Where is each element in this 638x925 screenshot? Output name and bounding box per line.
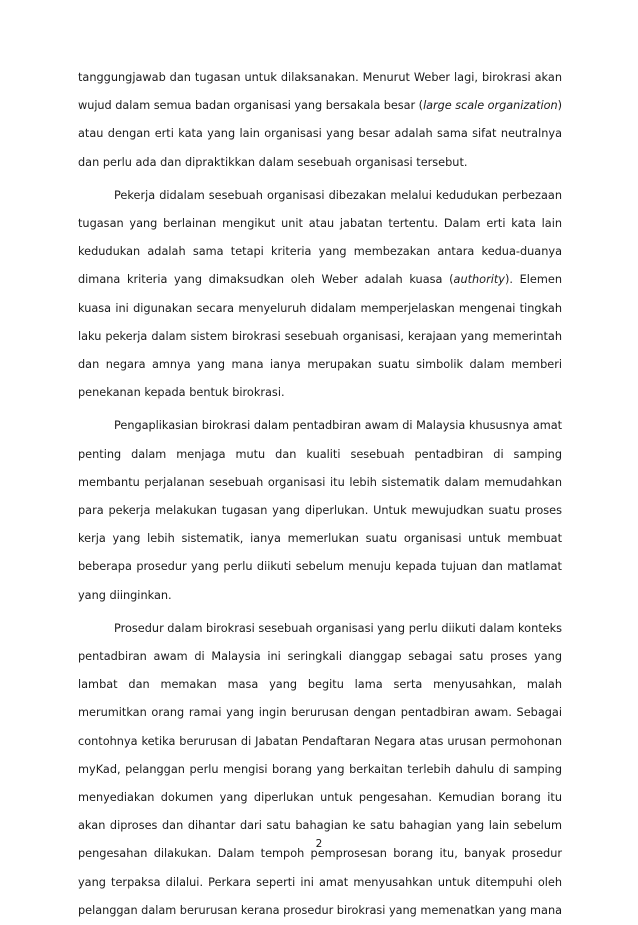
italic-term: authority	[453, 273, 505, 287]
text-line	[78, 295, 562, 323]
paragraph	[78, 64, 562, 177]
text-line	[78, 756, 562, 784]
text-line	[78, 525, 562, 553]
text-line	[78, 238, 562, 266]
text-line	[78, 812, 562, 840]
text-line	[78, 64, 562, 92]
body-text	[78, 64, 562, 925]
text-run: dan perlu ada dan dipraktikkan dalam sesebuah organisasi tersebut.	[78, 155, 468, 169]
text-run: menyediakan dokumen yang diperlukan untuk pengesahan. Kemudian borang itu	[78, 791, 562, 805]
text-line	[78, 149, 562, 177]
text-line	[78, 92, 562, 120]
text-run: kerja yang lebih sistematik, ianya memerlukan suatu organisasi untuk membuat	[78, 532, 562, 546]
text-run: Pengaplikasian birokrasi dalam pentadbiran awam di Malaysia khususnya amat	[114, 419, 563, 433]
text-run: pentadbiran awam di Malaysia ini seringkali dianggap sebagai satu proses yang	[78, 650, 562, 664]
paragraph	[78, 412, 562, 609]
text-run: membantu perjalanan sesebuah organisasi itu lebih sistematik dalam memudahkan	[78, 475, 562, 489]
text-line	[78, 182, 562, 210]
text-line	[78, 120, 562, 148]
text-run: atau dengan erti kata yang lain organisasi yang besar adalah sama sifat neutralnya	[78, 127, 562, 141]
text-run: para pekerja melakukan tugasan yang diperlukan. Untuk mewujudkan suatu proses	[78, 504, 562, 518]
text-run: wujud dalam semua badan organisasi yang bersakala besar (	[78, 99, 424, 113]
text-line	[78, 643, 562, 671]
text-line	[78, 582, 562, 610]
paragraph	[78, 182, 562, 408]
text-run: penekanan kepada bentuk birokrasi.	[78, 386, 285, 400]
text-line	[78, 266, 562, 294]
paragraph	[78, 615, 562, 925]
text-line	[78, 615, 562, 643]
text-line	[78, 553, 562, 581]
text-line	[78, 699, 562, 727]
text-run: yang diinginkan.	[78, 588, 172, 602]
text-run: pengesahan dilakukan. Dalam tempoh pemprosesan borang itu, banyak prosedur	[78, 847, 562, 861]
text-run: dimana kriteria yang dimaksudkan oleh Weber adalah kuasa (	[78, 273, 454, 287]
text-run: contohnya ketika berurusan di Jabatan Pendaftaran Negara atas urusan permohonan	[78, 734, 562, 748]
text-run: penting dalam menjaga mutu dan kualiti sesebuah pentadbiran di samping	[78, 447, 562, 461]
text-run: myKad, pelanggan perlu mengisi borang yang berkaitan terlebih dahulu di samping	[78, 762, 562, 776]
text-line	[78, 784, 562, 812]
text-line	[78, 323, 562, 351]
text-run: yang terpaksa dilalui. Perkara seperti ini amat menyusahkan untuk ditempuhi oleh	[78, 875, 562, 889]
text-line	[78, 897, 562, 925]
text-line	[78, 210, 562, 238]
text-line	[78, 469, 562, 497]
text-run: tugasan yang berlainan mengikut unit atau jabatan tertentu. Dalam erti kata lain	[78, 217, 562, 231]
text-run: )	[557, 99, 562, 113]
text-line	[78, 379, 562, 407]
text-run: tanggungjawab dan tugasan untuk dilaksanakan. Menurut Weber lagi, birokrasi akan	[78, 71, 562, 84]
text-run: kedudukan adalah sama tetapi kriteria yang membezakan antara kedua-duanya	[78, 245, 562, 259]
text-line	[78, 497, 562, 525]
text-line	[78, 441, 562, 469]
page-number: 2	[315, 838, 323, 850]
text-line	[78, 412, 562, 440]
text-run: kuasa ini digunakan secara menyeluruh didalam memperjelaskan mengenai tingkah	[78, 301, 562, 315]
text-line	[78, 728, 562, 756]
text-run: Pekerja didalam sesebuah organisasi dibezakan melalui kedudukan perbezaan	[114, 188, 562, 202]
text-run: akan diproses dan dihantar dari satu bahagian ke satu bahagian yang lain sebelum	[78, 819, 562, 833]
text-line	[78, 351, 562, 379]
text-line	[78, 671, 562, 699]
text-run: Prosedur dalam birokrasi sesebuah organisasi yang perlu diikuti dalam konteks	[114, 621, 563, 635]
document-page	[78, 64, 562, 925]
text-line	[78, 869, 562, 897]
italic-term: large scale organization	[423, 99, 558, 113]
text-run: dan negara amnya yang mana ianya merupakan suatu simbolik dalam memberi	[78, 358, 562, 372]
text-run: pelanggan dalam berurusan kerana prosedur birokrasi yang memenatkan yang mana	[78, 903, 562, 917]
text-run: merumitkan orang ramai yang ingin berurusan dengan pentadbiran awam. Sebagai	[78, 706, 562, 720]
text-run: laku pekerja dalam sistem birokrasi sesebuah organisasi, kerajaan yang memerintah	[78, 329, 562, 343]
text-run: lambat dan memakan masa yang begitu lama serta menyusahkan, malah	[78, 678, 562, 692]
text-run: ). Elemen	[505, 273, 563, 287]
text-run: beberapa prosedur yang perlu diikuti sebelum menuju kepada tujuan dan matlamat	[78, 560, 562, 574]
